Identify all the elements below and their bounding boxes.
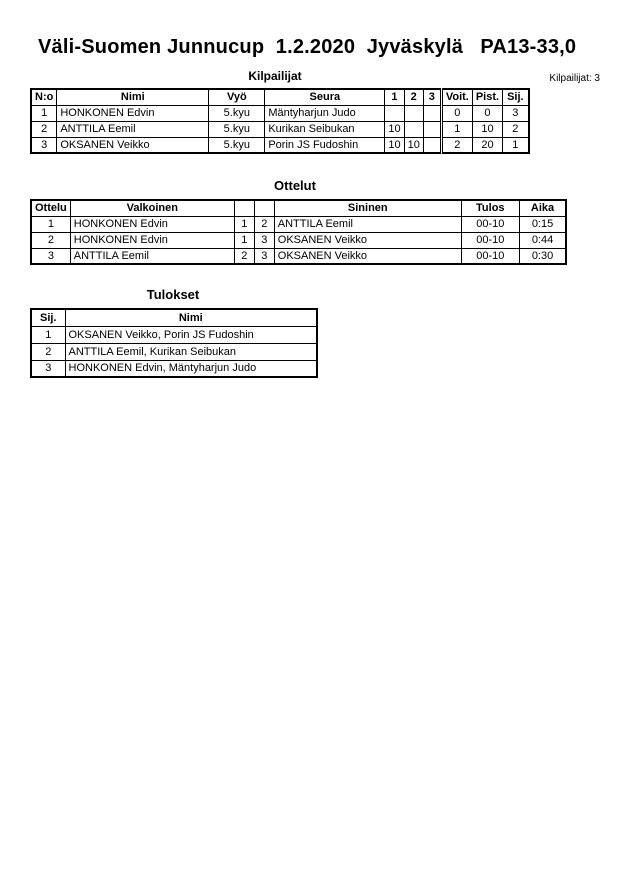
cell-nimi: ANTTILA Eemil, Kurikan Seibukan	[65, 343, 317, 360]
col-header-round2: 2	[404, 89, 423, 105]
table-row	[31, 216, 566, 232]
cell-nimi: OKSANEN Veikko, Porin JS Fudoshin	[65, 326, 317, 343]
cell-sininen: OKSANEN Veikko	[274, 248, 461, 264]
col-header-valkoinen: Valkoinen	[70, 200, 234, 216]
cell-blue-no: 3	[254, 232, 274, 248]
cell-round1: 10	[385, 121, 404, 137]
cell-pist: 0	[472, 105, 502, 121]
subheader-row	[30, 69, 600, 85]
table-row	[31, 121, 529, 137]
cell-round3	[423, 105, 441, 121]
kilpailijat-table	[30, 88, 530, 154]
ottelut-heading: Ottelut	[274, 178, 316, 193]
col-header-tulos: Tulos	[461, 200, 519, 216]
cell-sij: 3	[503, 105, 529, 121]
cell-vyo: 5.kyu	[209, 121, 265, 137]
kilpailijat-heading: Kilpailijat	[248, 69, 302, 83]
cell-sininen: ANTTILA Eemil	[274, 216, 461, 232]
tulokset-header-row	[31, 309, 317, 326]
cell-round2: 10	[404, 137, 423, 153]
cell-voit: 2	[441, 137, 472, 153]
cell-ottelu: 3	[31, 248, 70, 264]
kilpailijat-header-row	[31, 89, 529, 105]
tulokset-table	[30, 308, 318, 378]
cell-no: 2	[31, 121, 57, 137]
cell-round1: 10	[385, 137, 404, 153]
cell-white-no: 1	[234, 216, 254, 232]
cell-round2	[404, 105, 423, 121]
col-header-white-no	[234, 200, 254, 216]
cell-pist: 10	[472, 121, 502, 137]
cell-round1	[385, 105, 404, 121]
cell-tulos: 00-10	[461, 216, 519, 232]
cell-tulos: 00-10	[461, 248, 519, 264]
cell-nimi: HONKONEN Edvin	[57, 105, 209, 121]
cell-nimi: HONKONEN Edvin, Mäntyharjun Judo	[65, 360, 317, 377]
cell-white-no: 2	[234, 248, 254, 264]
cell-sij: 2	[503, 121, 529, 137]
cell-aika: 0:44	[519, 232, 566, 248]
cell-valkoinen: HONKONEN Edvin	[70, 216, 234, 232]
col-header-ottelu: Ottelu	[31, 200, 70, 216]
tulokset-heading: Tulokset	[146, 287, 200, 302]
col-header-round1: 1	[385, 89, 404, 105]
page-title: Väli-Suomen Junnucup 1.2.2020 Jyväskylä PA13-33,0	[38, 36, 577, 58]
col-header-sininen: Sininen	[274, 200, 461, 216]
col-header-no: N:o	[31, 89, 57, 105]
cell-pist: 20	[472, 137, 502, 153]
cell-seura: Porin JS Fudoshin	[265, 137, 385, 153]
cell-vyo: 5.kyu	[209, 105, 265, 121]
col-header-round3: 3	[423, 89, 441, 105]
cell-round3	[423, 137, 441, 153]
table-row	[31, 137, 529, 153]
tulokset-heading-wrap	[30, 286, 316, 304]
cell-aika: 0:30	[519, 248, 566, 264]
cell-sininen: OKSANEN Veikko	[274, 232, 461, 248]
table-row	[31, 105, 529, 121]
cell-valkoinen: ANTTILA Eemil	[70, 248, 234, 264]
table-row	[31, 232, 566, 248]
cell-sij: 2	[31, 343, 65, 360]
table-row	[31, 326, 317, 343]
cell-white-no: 1	[234, 232, 254, 248]
table-row	[31, 248, 566, 264]
cell-tulos: 00-10	[461, 232, 519, 248]
competitors-count-label: Kilpailijat: 3	[549, 73, 600, 84]
cell-nimi: OKSANEN Veikko	[57, 137, 209, 153]
col-header-blue-no	[254, 200, 274, 216]
cell-aika: 0:15	[519, 216, 566, 232]
cell-ottelu: 1	[31, 216, 70, 232]
cell-valkoinen: HONKONEN Edvin	[70, 232, 234, 248]
col-header-sij: Sij.	[31, 309, 65, 326]
cell-nimi: ANTTILA Eemil	[57, 121, 209, 137]
cell-ottelu: 2	[31, 232, 70, 248]
col-header-sij: Sij.	[503, 89, 529, 105]
cell-sij: 1	[31, 326, 65, 343]
cell-round2	[404, 121, 423, 137]
col-header-seura: Seura	[265, 89, 385, 105]
ottelut-header-row	[31, 200, 566, 216]
cell-sij: 1	[503, 137, 529, 153]
cell-no: 3	[31, 137, 57, 153]
col-header-vyo: Vyö	[209, 89, 265, 105]
cell-voit: 1	[441, 121, 472, 137]
table-row	[31, 360, 317, 377]
cell-sij: 3	[31, 360, 65, 377]
ottelut-table	[30, 199, 567, 265]
cell-blue-no: 3	[254, 248, 274, 264]
cell-round3	[423, 121, 441, 137]
col-header-aika: Aika	[519, 200, 566, 216]
cell-vyo: 5.kyu	[209, 137, 265, 153]
table-row	[31, 343, 317, 360]
col-header-nimi: Nimi	[65, 309, 317, 326]
ottelut-heading-wrap	[30, 177, 560, 195]
cell-no: 1	[31, 105, 57, 121]
col-header-nimi: Nimi	[57, 89, 209, 105]
cell-voit: 0	[441, 105, 472, 121]
cell-blue-no: 2	[254, 216, 274, 232]
cell-seura: Kurikan Seibukan	[265, 121, 385, 137]
col-header-pist: Pist.	[472, 89, 502, 105]
col-header-voit: Voit.	[441, 89, 472, 105]
cell-seura: Mäntyharjun Judo	[265, 105, 385, 121]
